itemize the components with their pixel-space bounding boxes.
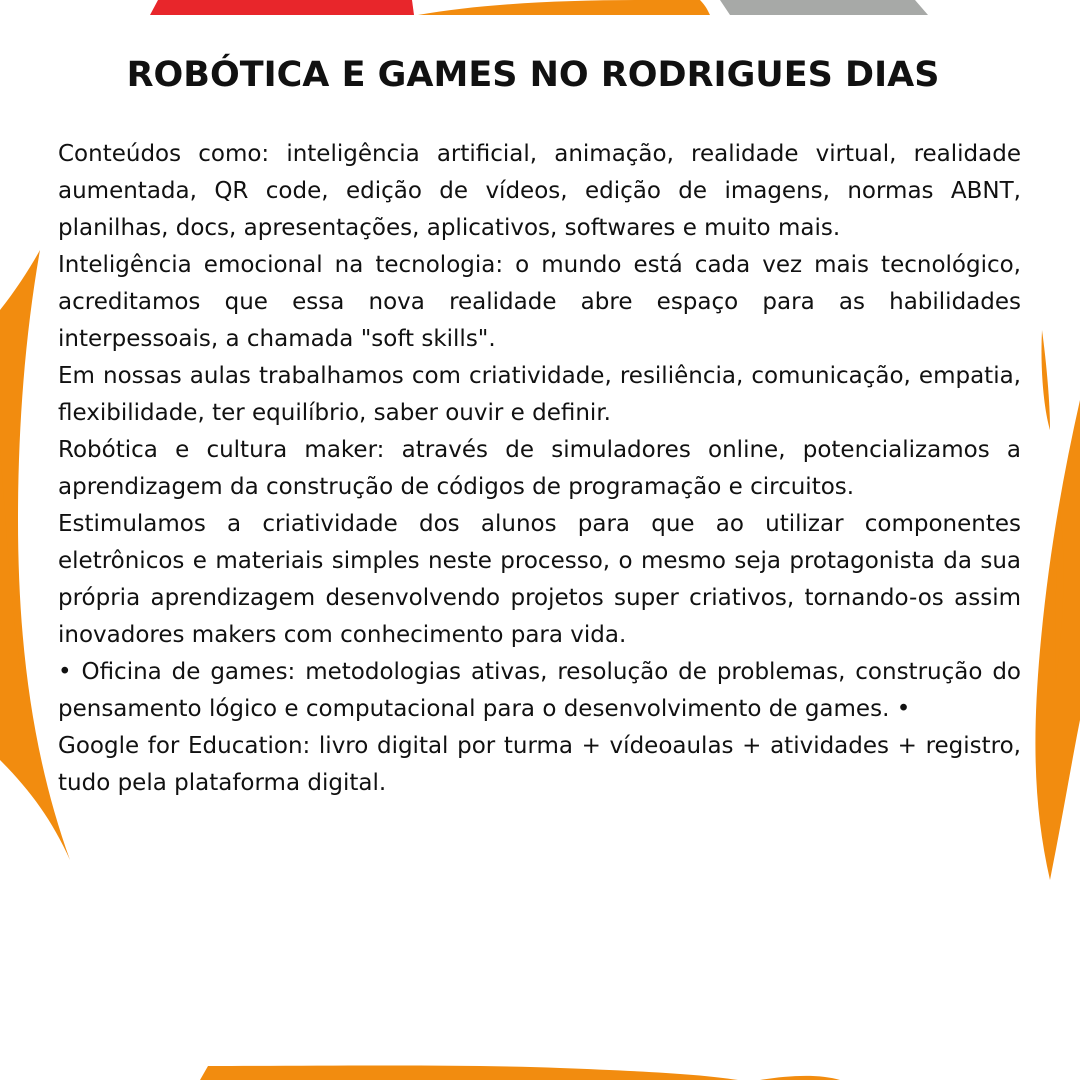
- paragraph-conteudos: Conteúdos como: inteligência artificial, animação, realidade virtual, realidade aumentada, QR code, edição de vídeos, edição de imagens, normas ABNT, planilhas, docs, apresentações, aplicativos, softwares e muito mais.: [58, 141, 1021, 241]
- paragraph-estimulamos: Estimulamos a criatividade dos alunos para que ao utilizar componentes eletrônicos e materiais simples neste processo, o mesmo seja protagonista da sua própria aprendizagem desenvolvendo projetos super criativos, tornando-os assim inovadores makers com conhecimento para vida.: [58, 511, 1021, 648]
- paragraph-robotica: Robótica e cultura maker: através de simuladores online, potencializamos a aprendizagem da construção de códigos de programação e circuitos.: [58, 437, 1021, 500]
- top-orange-stroke: [418, 0, 710, 15]
- top-red-stroke: [150, 0, 414, 15]
- right-orange-stroke-2: [1041, 330, 1050, 430]
- paragraph-oficina-games: • Oficina de games: metodologias ativas, resolução de problemas, construção do pensamento lógico e computacional para o desenvolvimento de games. •: [58, 659, 1021, 722]
- paragraph-aulas: Em nossas aulas trabalhamos com criatividade, resiliência, comunicação, empatia, flexibilidade, ter equilíbrio, saber ouvir e definir.: [58, 363, 1021, 426]
- bottom-orange-stroke: [200, 1066, 738, 1080]
- paragraph-inteligencia-emocional: Inteligência emocional na tecnologia: o mundo está cada vez mais tecnológico, acreditamos que essa nova realidade abre espaço para as habilidades interpessoais, a chamada "soft skills".: [58, 252, 1021, 352]
- bottom-orange-stroke-2: [760, 1076, 840, 1080]
- body-text: [58, 136, 1021, 802]
- page-title: ROBÓTICA E GAMES NO RODRIGUES DIAS: [126, 55, 940, 95]
- top-gray-stroke: [720, 0, 928, 15]
- paragraph-google-education: Google for Education: livro digital por turma + vídeoaulas + atividades + registro, tudo pela plataforma digital.: [58, 733, 1021, 796]
